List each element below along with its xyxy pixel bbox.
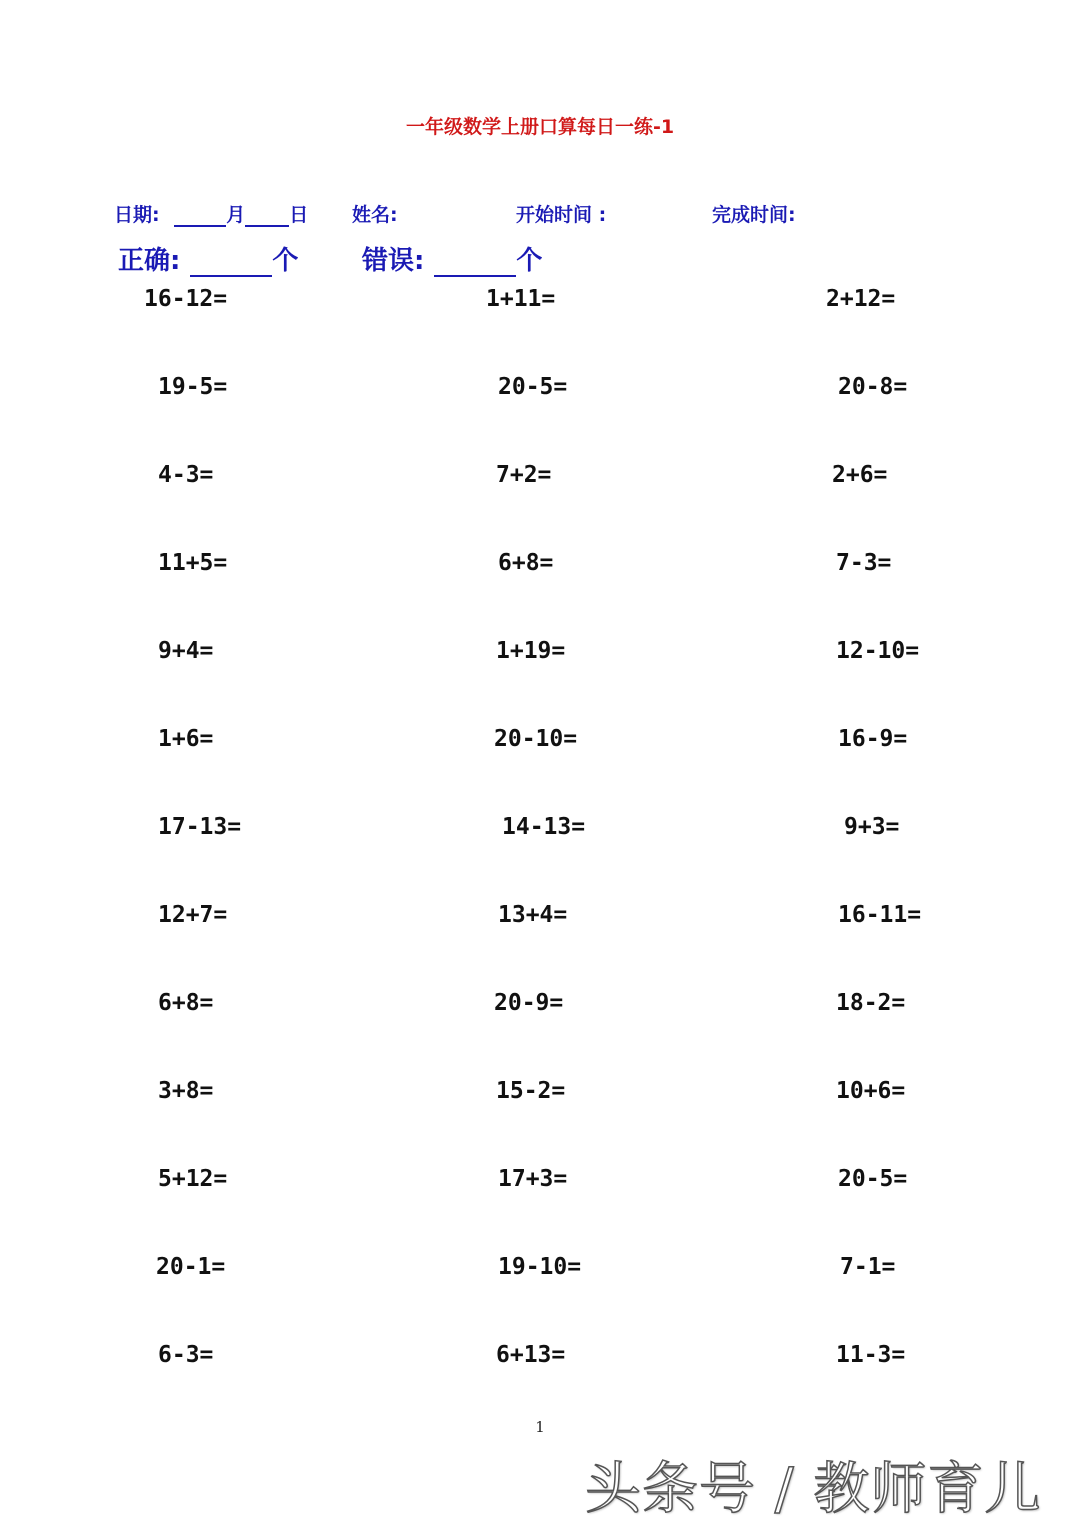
wrong-unit: 个: [516, 246, 543, 276]
month-blank[interactable]: [174, 225, 226, 227]
problem-item: 19-10=: [498, 1254, 582, 1280]
problem-item: 15-2=: [496, 1078, 566, 1104]
problem-item: 7-1=: [840, 1254, 896, 1280]
problem-item: 4-3=: [158, 462, 214, 488]
problem-item: 16-11=: [838, 902, 922, 928]
correct-blank[interactable]: [190, 245, 272, 277]
correct-unit: 个: [272, 246, 299, 276]
problem-item: 12-10=: [836, 638, 920, 664]
problem-item: 9+3=: [844, 814, 900, 840]
problem-item: 11+5=: [158, 550, 228, 576]
problem-item: 1+11=: [486, 286, 556, 312]
problem-item: 12+7=: [158, 902, 228, 928]
problem-item: 2+6=: [832, 462, 888, 488]
problem-item: 20-1=: [156, 1254, 226, 1280]
wrong-label: 错误:: [362, 246, 425, 276]
correct-label: 正确:: [118, 246, 181, 276]
day-blank[interactable]: [245, 225, 289, 227]
date-field: [114, 200, 308, 227]
problem-item: 5+12=: [158, 1166, 228, 1192]
problem-item: 17-13=: [158, 814, 242, 840]
problem-item: 13+4=: [498, 902, 568, 928]
problem-item: 6-3=: [158, 1342, 214, 1368]
problem-item: 1+19=: [496, 638, 566, 664]
problem-item: 16-9=: [838, 726, 908, 752]
problem-item: 14-13=: [502, 814, 586, 840]
page-number: 1: [535, 1418, 545, 1436]
finish-time-label: 完成时间:: [712, 204, 796, 226]
problem-item: 3+8=: [158, 1078, 214, 1104]
problem-item: 6+8=: [158, 990, 214, 1016]
problem-item: 6+8=: [498, 550, 554, 576]
start-time-label: 开始时间 :: [516, 204, 607, 226]
wrong-field: [362, 240, 542, 277]
problem-item: 16-12=: [144, 286, 228, 312]
month-label: 月: [226, 204, 246, 226]
problem-item: 20-5=: [498, 374, 568, 400]
problem-item: 20-8=: [838, 374, 908, 400]
problem-item: 6+13=: [496, 1342, 566, 1368]
watermark: 头条号 / 教师育儿: [585, 1457, 1042, 1522]
name-label: 姓名:: [352, 204, 398, 226]
problem-item: 20-10=: [494, 726, 578, 752]
problem-item: 2+12=: [826, 286, 896, 312]
problem-item: 10+6=: [836, 1078, 906, 1104]
problem-item: 11-3=: [836, 1342, 906, 1368]
problem-item: 17+3=: [498, 1166, 568, 1192]
worksheet-title: 一年级数学上册口算每日一练-1: [405, 116, 675, 138]
date-label: 日期:: [114, 204, 160, 226]
problem-item: 7-3=: [836, 550, 892, 576]
day-label: 日: [289, 204, 309, 226]
problem-item: 7+2=: [496, 462, 552, 488]
problem-item: 18-2=: [836, 990, 906, 1016]
problem-item: 20-9=: [494, 990, 564, 1016]
problem-item: 19-5=: [158, 374, 228, 400]
problem-item: 9+4=: [158, 638, 214, 664]
wrong-blank[interactable]: [434, 245, 516, 277]
problem-item: 20-5=: [838, 1166, 908, 1192]
correct-field: [118, 240, 298, 277]
problem-item: 1+6=: [158, 726, 214, 752]
